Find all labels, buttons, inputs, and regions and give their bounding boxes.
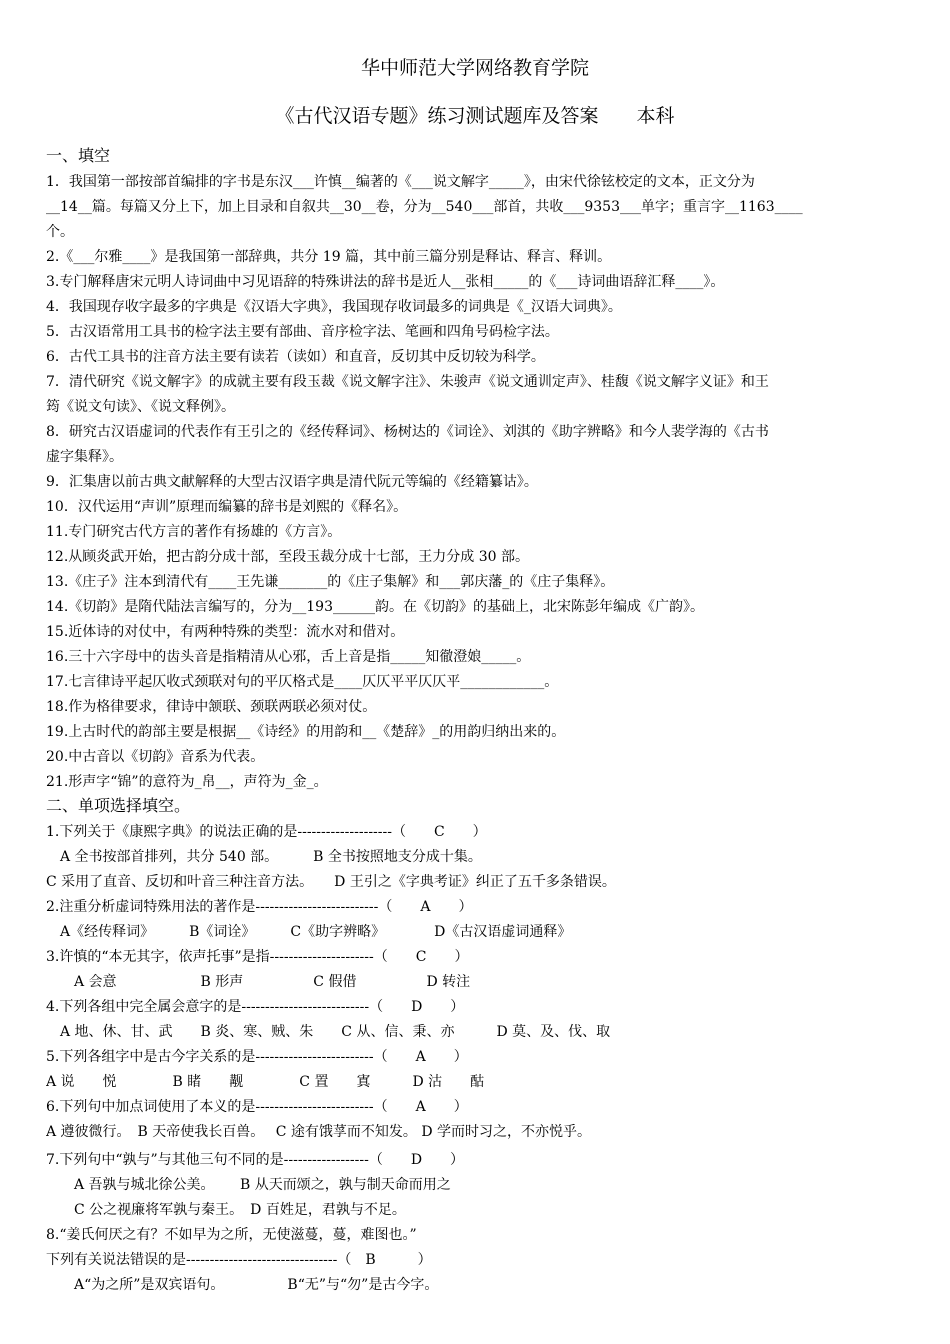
text-line: 15.近体诗的对仗中，有两种特殊的类型：流水对和借对。 [46, 624, 405, 640]
text-line: 8．研究古汉语虚词的代表作有王引之的《经传释词》、杨树达的《词诠》、刘淇的《助字辨略》和今人裴学海的《古书 [46, 424, 769, 440]
text-line: 下列有关说法错误的是--------------------------------（ B ） [46, 1252, 432, 1268]
text-line: 19.上古时代的韵部主要是根据__《诗经》的用韵和__《楚辞》_的用韵归纳出来的。 [46, 724, 566, 740]
text-line: C 公之视廉将军孰与秦王。 D 百姓足，君孰与不足。 [46, 1202, 406, 1218]
text-line: 5．古汉语常用工具书的检字法主要有部曲、音序检字法、笔画和四角号码检字法。 [46, 324, 559, 340]
text-line: 20.中古音以《切韵》音系为代表。 [46, 749, 265, 765]
text-line: 17.七言律诗平起仄收式颈联对句的平仄格式是____仄仄平平仄仄平____________。 [46, 674, 559, 690]
text-line: 11.专门研究古代方言的著作有扬雄的《方言》。 [46, 524, 342, 540]
text-line: A 全书按部首排列，共分 540 部。 B 全书按照地支分成十集。 [46, 849, 482, 865]
text-line: 虚字集释》。 [46, 449, 123, 465]
text-line: 18.作为格律要求，律诗中颔联、颈联两联必须对仗。 [46, 699, 377, 715]
text-line: 14.《切韵》是隋代陆法言编写的，分为__193______韵。在《切韵》的基础上，北宋陈彭年编成《广韵》。 [46, 599, 704, 615]
text-line: A“为之所”是双宾语句。 B“无”与“勿”是古今字。 [46, 1277, 439, 1293]
text-line: 21.形声字“锦”的意符为_帛__，声符为_金_。 [46, 774, 328, 790]
text-line: __14__篇。每篇又分上下，加上目录和自叙共__30__卷，分为__540___部首，共收___9353___单字；重言字__1163____ [46, 199, 803, 215]
text-line: 5.下列各组字中是古今字关系的是-------------------------（ A ） [46, 1049, 468, 1065]
text-line: 4.下列各组中完全属会意字的是---------------------------（ D ） [46, 999, 465, 1015]
text-line: 3.许慎的“本无其字，依声托事”是指----------------------（ C ） [46, 949, 469, 965]
text-line: 2.《___尔雅____》是我国第一部辞典，共分 19 篇，其中前三篇分别是释诂、释言、释训。 [46, 249, 612, 265]
text-line: 16.三十六字母中的齿头音是指精清从心邪，舌上音是指_____知徹澄娘_____。 [46, 649, 531, 665]
section-heading-fill-blank: 一、填空 [46, 146, 111, 165]
text-line: 个。 [46, 224, 74, 240]
text-line: 1．我国第一部按部首编排的字书是东汉___许慎__编著的《___说文解字_____》，由宋代徐铉校定的文本，正文分为 [46, 174, 755, 190]
text-line: 1.下列关于《康熙字典》的说法正确的是--------------------（ C ） [46, 824, 487, 840]
text-line: 9．汇集唐以前古典文献解释的大型古汉语字典是清代阮元等编的《经籍纂诂》。 [46, 474, 538, 490]
text-line: A 吾孰与城北徐公美。 B 从天而颂之，孰与制天命而用之 [46, 1177, 451, 1193]
text-line: 3.专门解释唐宋元明人诗词曲中习见语辞的特殊讲法的辞书是近人__张相_____的《___诗词曲语辞汇释____》。 [46, 274, 725, 290]
text-line: C 采用了直音、反切和叶音三种注音方法。 D 王引之《字典考证》纠正了五千多条错误。 [46, 874, 616, 890]
text-line: A 遵彼微行。 B 天帝使我长百兽。 C 途有饿莩而不知发。 D 学而时习之，不亦悦乎。 [46, 1124, 592, 1140]
text-line: 13.《庄子》注本到清代有____王先谦_______的《庄子集解》和___郭庆藩_的《庄子集释》。 [46, 574, 615, 590]
text-line: 12.从顾炎武开始，把古韵分成十部，至段玉裁分成十七部，王力分成 30 部。 [46, 549, 529, 565]
text-line: 2.注重分析虚词特殊用法的著作是--------------------------（ A ） [46, 899, 473, 915]
text-line: 6.下列句中加点词使用了本义的是-------------------------（ A ） [46, 1099, 468, 1115]
text-line: 7．清代研究《说文解字》的成就主要有段玉裁《说文解字注》、朱骏声《说文通训定声》、桂馥《说文解字义证》和王 [46, 374, 769, 390]
text-line: 4．我国现存收字最多的字典是《汉语大字典》，我国现存收词最多的词典是《_汉语大词典》。 [46, 299, 622, 315]
page-title: 华中师范大学网络教育学院 [360, 57, 589, 79]
text-line: A 说 悦 B 睹 觏 C 置 寘 D 沽 酤 [46, 1074, 485, 1090]
section-heading-multiple-choice: 二、单项选择填空。 [46, 796, 191, 815]
text-line: 筠《说文句读》、《说文释例》。 [46, 399, 235, 415]
text-line: 10．汉代运用“声训”原理而编纂的辞书是刘熙的《释名》。 [46, 499, 408, 515]
text-line: 7.下列句中“孰与”与其他三句不同的是------------------（ D ） [46, 1152, 465, 1168]
text-line: 8.“姜氏何厌之有？不如早为之所，无使滋蔓，蔓，难图也。” [46, 1227, 417, 1243]
text-line: 6．古代工具书的注音方法主要有读若（读如）和直音，反切其中反切较为科学。 [46, 349, 545, 365]
text-line: A 地、休、甘、武 B 炎、寒、贼、朱 C 从、信、秉、亦 D 莫、及、伐、取 [46, 1024, 611, 1040]
text-line: A 会意 B 形声 C 假借 D 转注 [46, 974, 471, 990]
text-line: A《经传释词》 B《词诠》 C《助字辨略》 D《古汉语虚词通释》 [46, 924, 572, 940]
page-subtitle: 《古代汉语专题》练习测试题库及答案 本科 [275, 105, 675, 127]
